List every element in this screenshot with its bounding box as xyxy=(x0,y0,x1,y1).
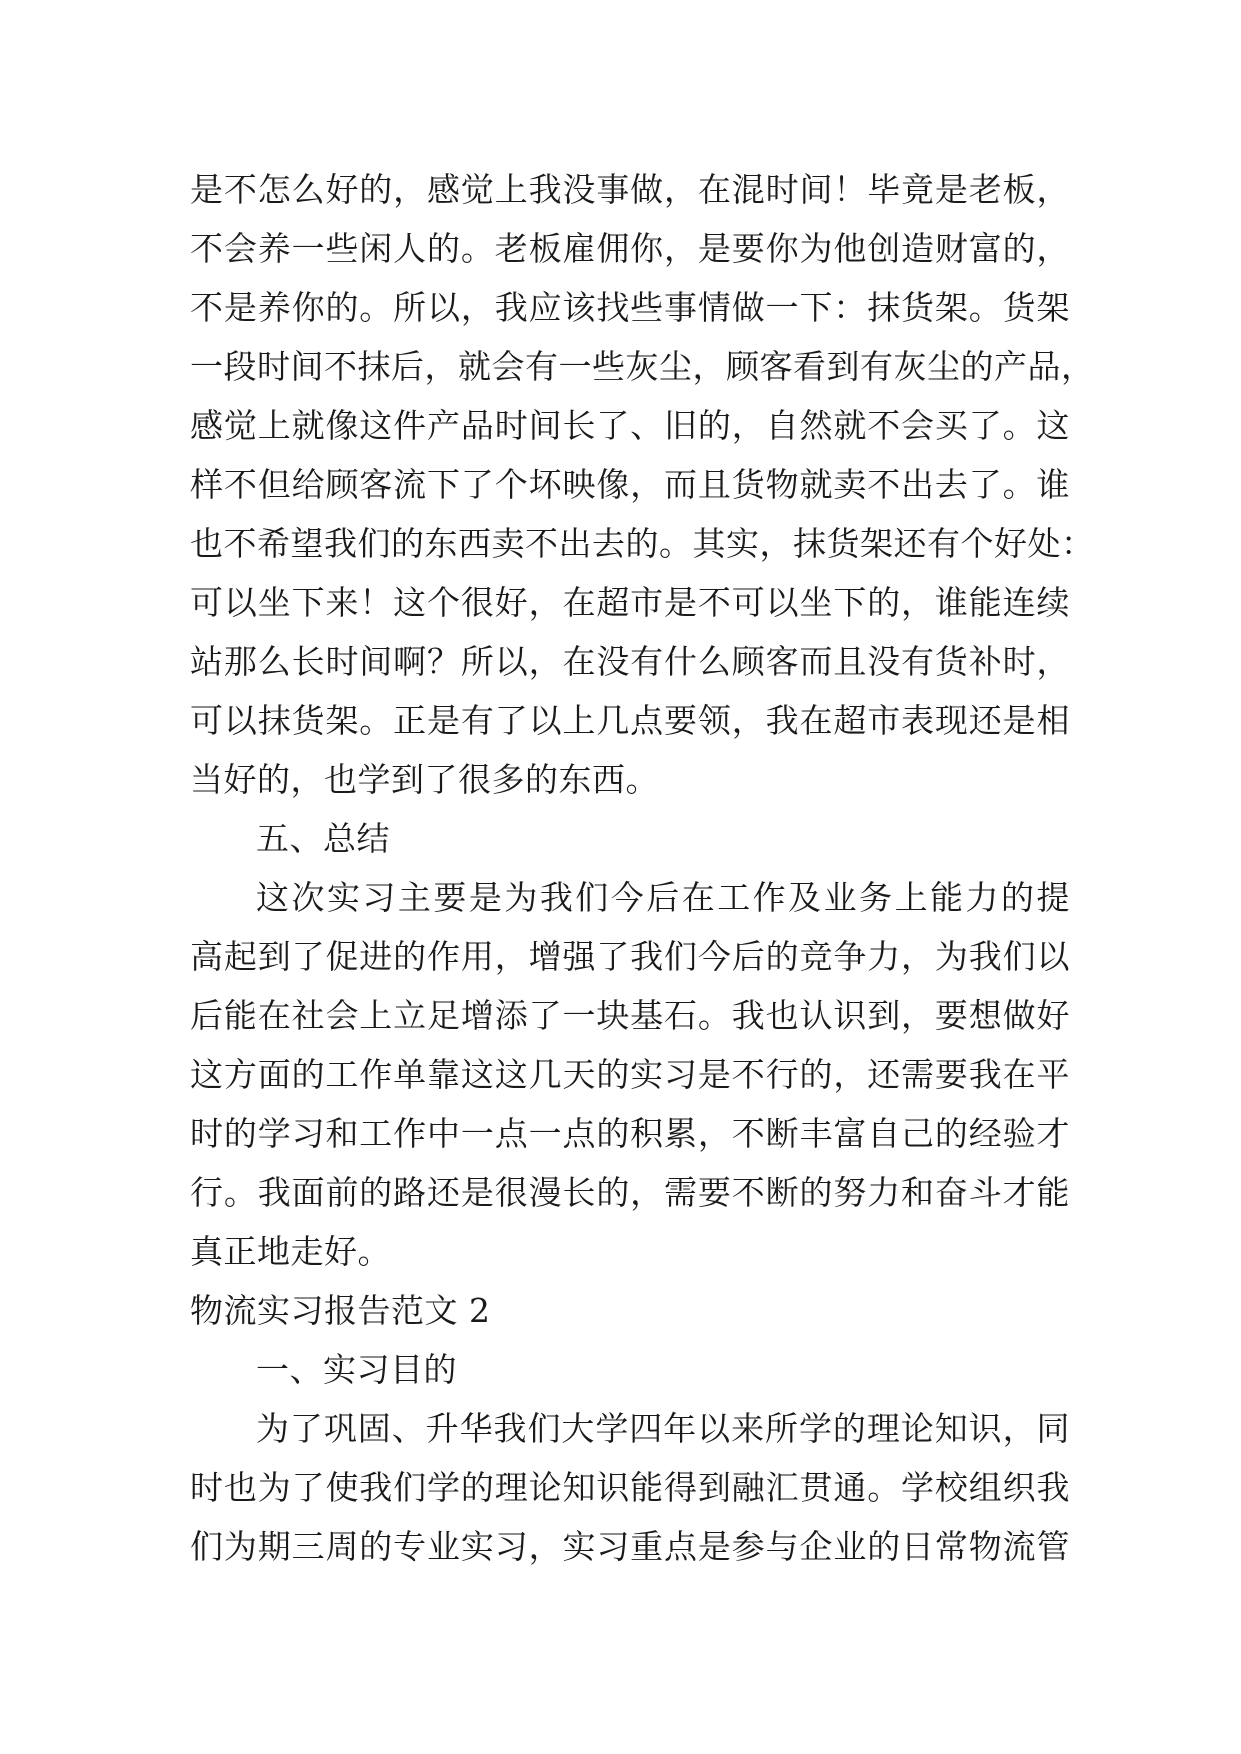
text-line: 为了巩固、升华我们大学四年以来所学的理论知识，同 xyxy=(256,1409,1070,1448)
text-line: 不会养一些闲人的。老板雇佣你，是要你为他创造财富的， xyxy=(190,229,1070,268)
text-line: 一段时间不抹后，就会有一些灰尘，顾客看到有灰尘的产品， xyxy=(190,347,1095,386)
text-line: 时也为了使我们学的理论知识能得到融汇贯通。学校组织我 xyxy=(190,1468,1070,1507)
text-line: 不是养你的。所以，我应该找些事情做一下：抹货架。货架 xyxy=(190,288,1070,327)
text-line: 是不怎么好的，感觉上我没事做，在混时间！毕竟是老板， xyxy=(190,170,1070,209)
text-line: 可以抹货架。正是有了以上几点要领，我在超市表现还是相 xyxy=(190,701,1070,740)
text-line: 也不希望我们的东西卖不出去的。其实，抹货架还有个好处： xyxy=(190,524,1095,563)
text-line: 感觉上就像这件产品时间长了、旧的，自然就不会买了。这 xyxy=(190,406,1070,445)
text-line: 们为期三周的专业实习，实习重点是参与企业的日常物流管 xyxy=(190,1527,1070,1566)
text-line: 站那么长时间啊？所以，在没有什么顾客而且没有货补时， xyxy=(190,642,1070,681)
document-title: 物流实习报告范文 2 xyxy=(190,1291,491,1330)
text-line: 时的学习和工作中一点一点的积累，不断丰富自己的经验才 xyxy=(190,1114,1070,1153)
text-line: 真正地走好。 xyxy=(190,1232,391,1271)
text-line: 后能在社会上立足增添了一块基石。我也认识到，要想做好 xyxy=(190,996,1070,1035)
text-line: 这方面的工作单靠这这几天的实习是不行的，还需要我在平 xyxy=(190,1055,1070,1094)
text-line: 可以坐下来！这个很好，在超市是不可以坐下的，谁能连续 xyxy=(190,583,1070,622)
text-line: 当好的，也学到了很多的东西。 xyxy=(190,760,659,799)
section-heading-summary: 五、总结 xyxy=(256,819,390,858)
section-heading-purpose: 一、实习目的 xyxy=(256,1350,457,1389)
document-body xyxy=(190,160,1095,1576)
text-line: 样不但给顾客流下了个坏映像，而且货物就卖不出去了。谁 xyxy=(190,465,1070,504)
text-line: 这次实习主要是为我们今后在工作及业务上能力的提 xyxy=(256,878,1070,917)
text-line: 行。我面前的路还是很漫长的，需要不断的努力和奋斗才能 xyxy=(190,1173,1070,1212)
text-line: 高起到了促进的作用，增强了我们今后的竞争力，为我们以 xyxy=(190,937,1070,976)
